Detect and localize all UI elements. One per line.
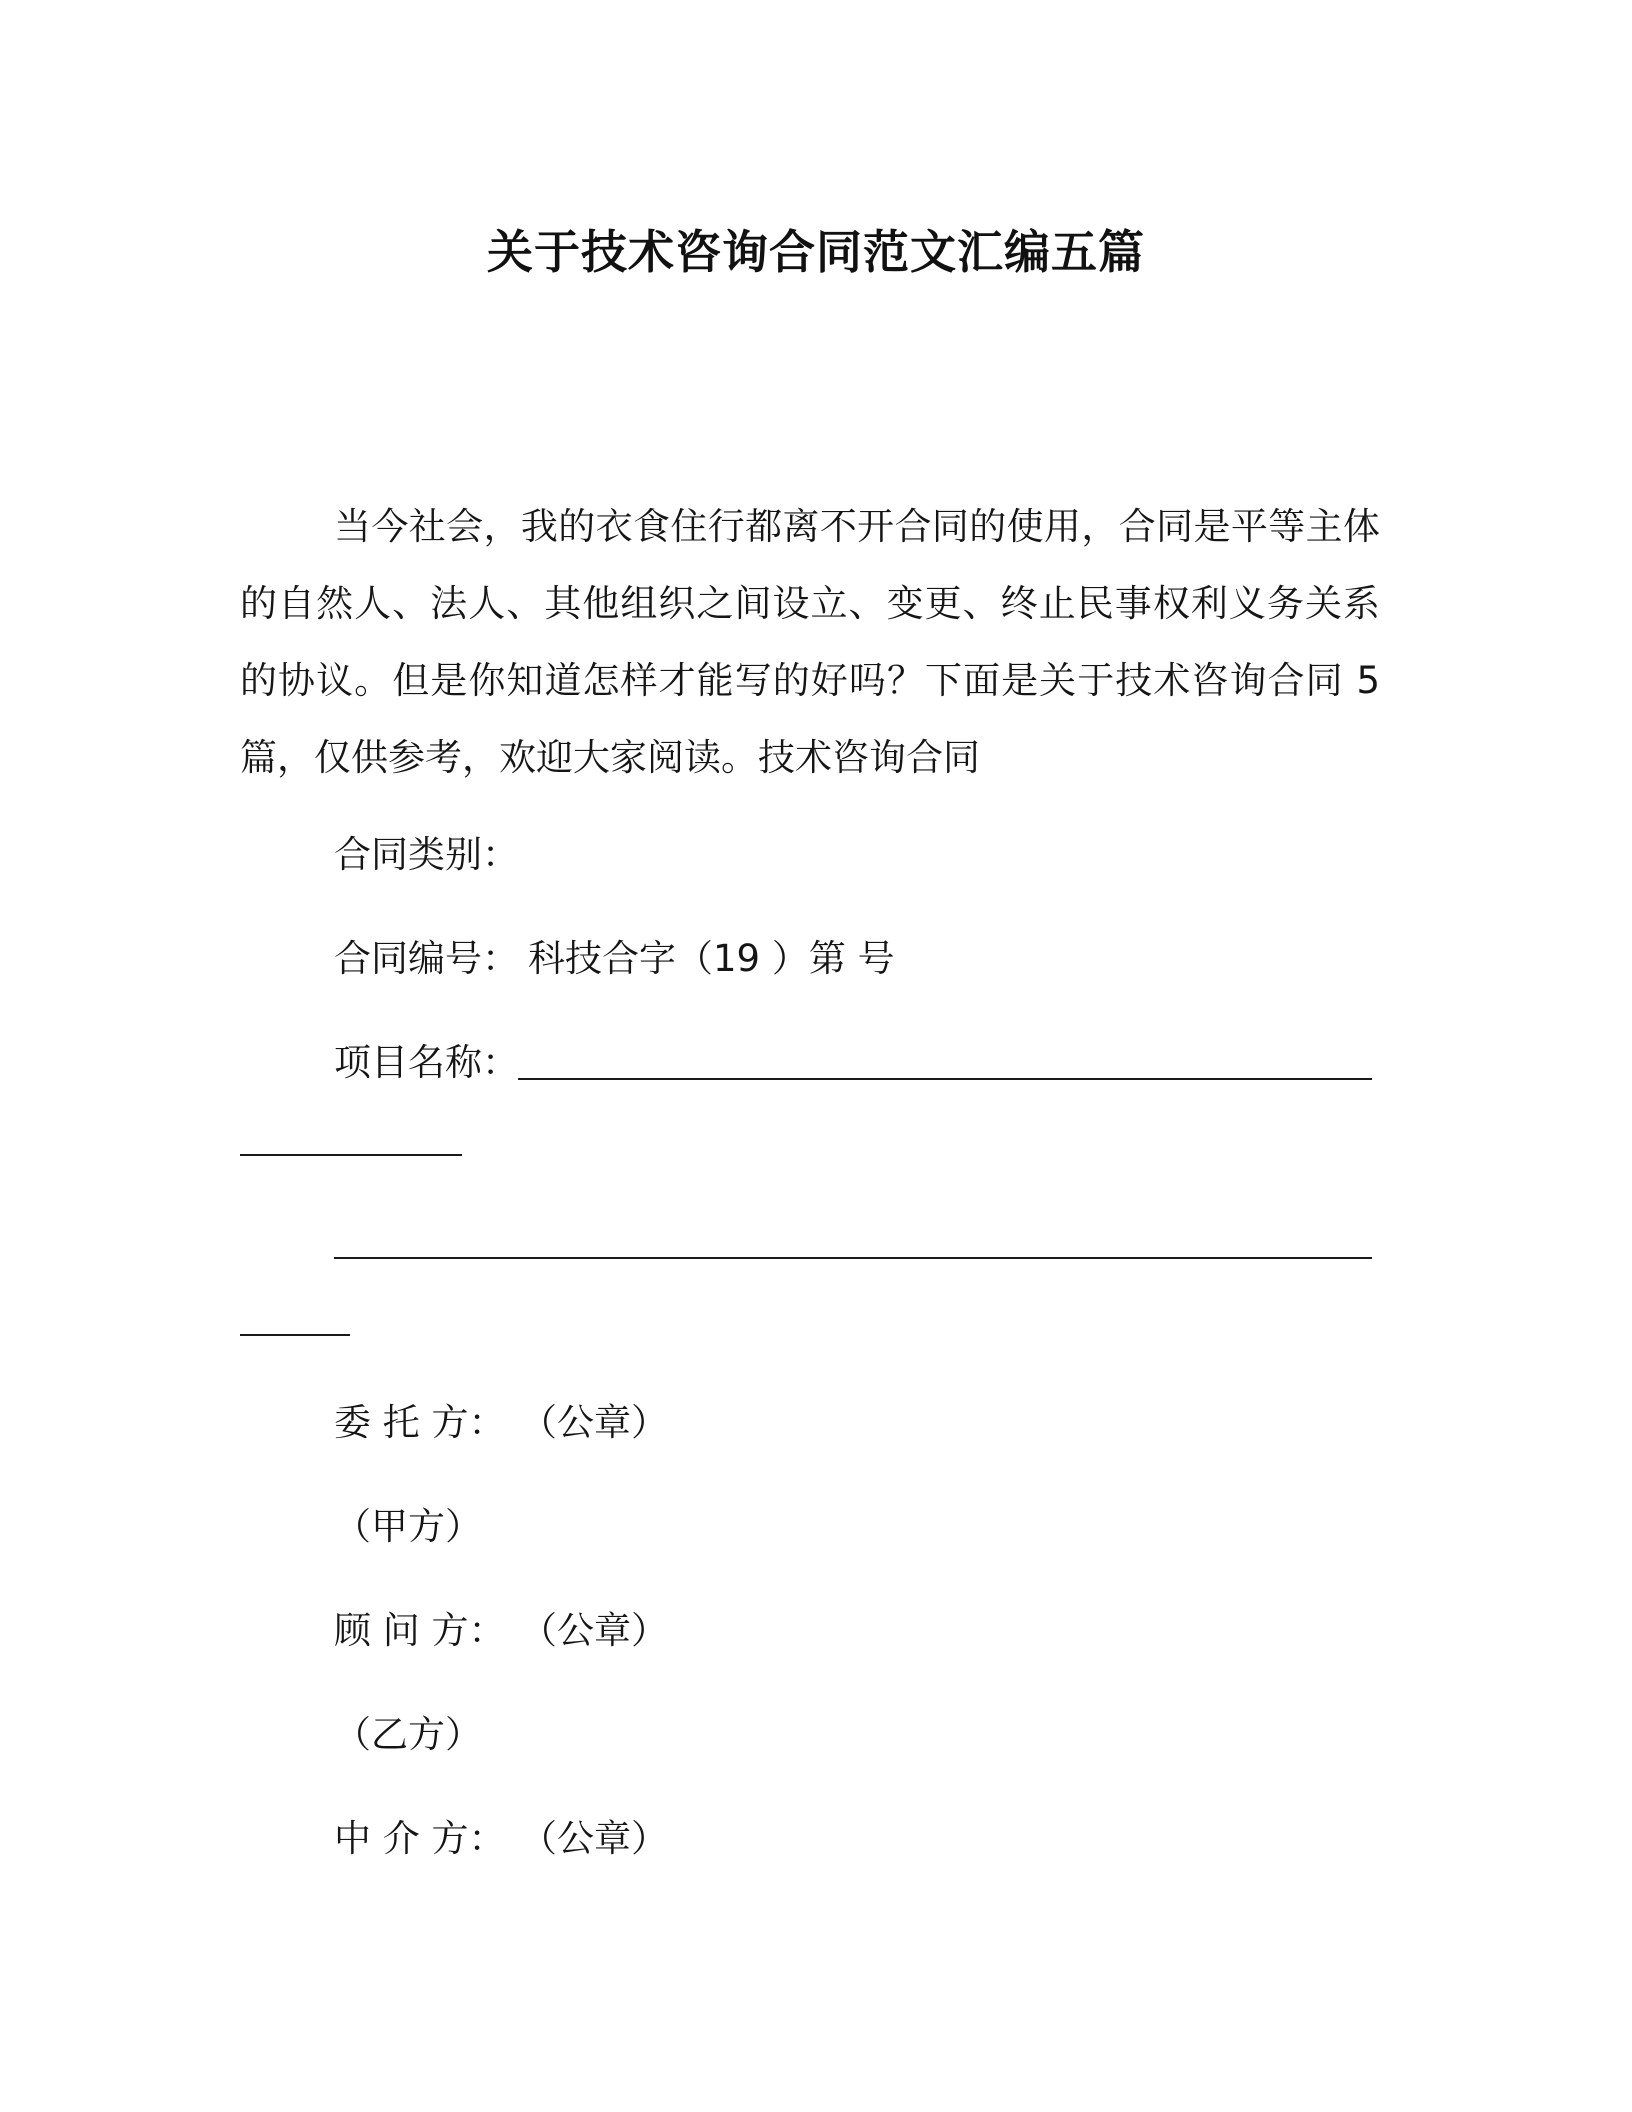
contract-category-label: 合同类别： [334,833,519,876]
project-name-underline-4 [240,1334,350,1336]
consultant-label: 顾 问 方： [334,1609,506,1652]
intermediary-seal: （公章） [520,1817,668,1860]
client-party: （甲方） [334,1505,482,1548]
project-name-underline-2 [240,1154,462,1156]
intro-paragraph: 当今社会，我的衣食住行都离不开合同的使用，合同是平等主体的自然人、法人、其他组织之间设立、变更、终止民事权利义务关系的协议。但是你知道怎样才能写的好吗？下面是关于技术咨询合同 5 篇，仅供参考，欢迎大家阅读。技术咨询合同 [240,505,1380,779]
consultant-party: （乙方） [334,1713,482,1756]
project-name-underline-3 [334,1257,1372,1259]
project-name-underline-1 [518,1078,1372,1080]
project-name-label: 项目名称： [334,1041,519,1084]
consultant-seal: （公章） [520,1609,668,1652]
client-seal: （公章） [520,1401,668,1444]
client-label: 委 托 方： [334,1401,506,1444]
contract-number-label: 合同编号： [334,937,519,980]
intermediary-label: 中 介 方： [334,1817,506,1860]
document-title: 关于技术咨询合同范文汇编五篇 [487,225,1145,279]
contract-number-value: 科技合字（19 ）第 号 [528,937,895,980]
